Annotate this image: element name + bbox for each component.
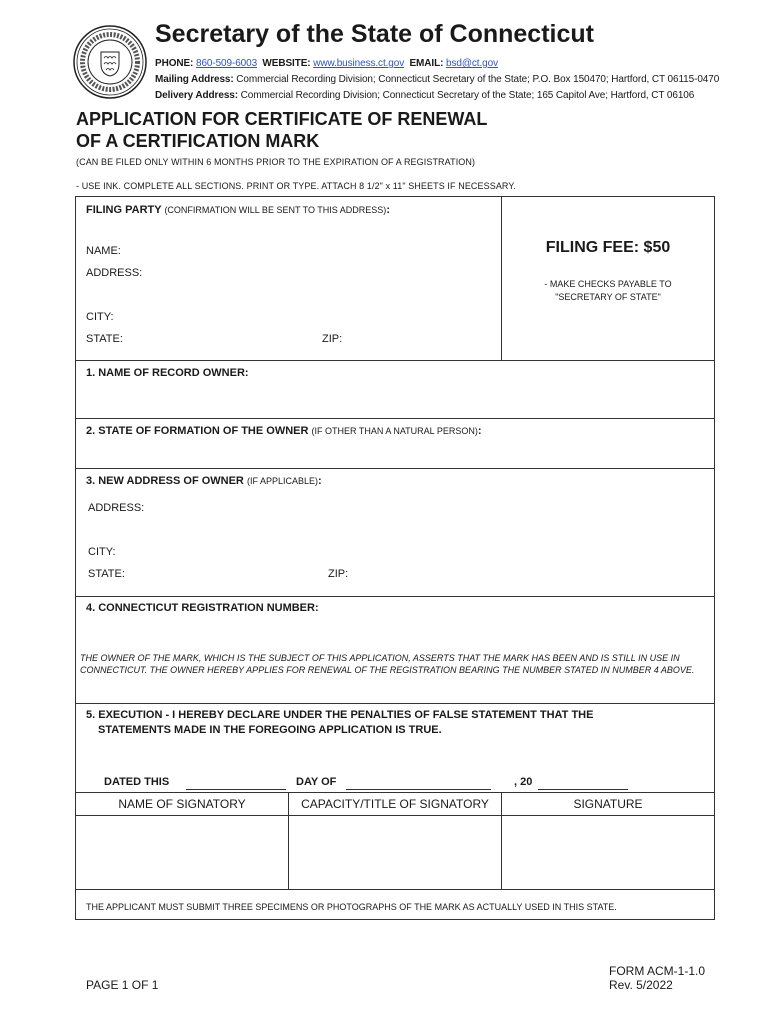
section1-record-owner[interactable] (75, 360, 715, 419)
instructions-note: - USE INK. COMPLETE ALL SECTIONS. PRINT OR TYPE. ATTACH 8 1/2" x 11" SHEETS IF NECESSARY. (76, 181, 516, 191)
section3-header: 3. NEW ADDRESS OF OWNER (IF APPLICABLE): (86, 475, 322, 487)
new-state-field[interactable]: STATE: (88, 568, 125, 580)
checks-payable-line1: - MAKE CHECKS PAYABLE TO (544, 279, 672, 289)
renewal-statement: THE OWNER OF THE MARK, WHICH IS THE SUBJECT OF THIS APPLICATION, ASSERTS THAT THE MARK HAS BEEN AND IS STILL IN USE IN CONNECTICUT. THE OWNER HEREBY APPLIES FOR RENEWAL OF THE REGISTRATION BEARING THE NUMBER STATED IN NUMBER 4 ABOVE. (80, 653, 695, 675)
section1-header: 1. NAME OF RECORD OWNER: (86, 367, 249, 379)
section3-new-address (75, 468, 715, 597)
section5-header-line1: 5. EXECUTION - I HEREBY DECLARE UNDER THE PENALTIES OF FALSE STATEMENT THAT THE (86, 709, 594, 721)
agency-title: Secretary of the State of Connecticut (155, 20, 594, 48)
phone-label: PHONE: (155, 58, 194, 69)
delivery-label: Delivery Address: (155, 90, 238, 101)
specimens-note: THE APPLICANT MUST SUBMIT THREE SPECIMENS OR PHOTOGRAPHS OF THE MARK AS ACTUALLY USED IN THIS STATE. (86, 902, 617, 912)
phone-link[interactable]: 860-509-6003 (195, 58, 258, 69)
filing-window-note: (CAN BE FILED ONLY WITHIN 6 MONTHS PRIOR TO THE EXPIRATION OF A REGISTRATION) (76, 157, 476, 167)
section2-state-formation[interactable] (75, 418, 715, 469)
section5-execution (75, 703, 715, 920)
mailing-address: Commercial Recording Division; Connecticut Secretary of the State; P.O. Box 150470; Hartford, CT 06115-0470 (236, 74, 720, 85)
table-bottom-border (76, 889, 714, 890)
website-label: WEBSITE: (262, 58, 311, 69)
checks-payable-line2: "SECRETARY OF STATE" (555, 292, 661, 302)
col-name-of-signatory: NAME OF SIGNATORY (118, 797, 246, 811)
year-prefix-label: , 20 (514, 776, 533, 788)
form-number: FORM ACM-1-1.0 (609, 964, 706, 978)
state-seal-logo (72, 24, 148, 100)
mailing-label: Mailing Address: (155, 74, 234, 85)
email-link[interactable]: bsd@ct.gov (446, 58, 498, 69)
page-number: PAGE 1 OF 1 (86, 978, 159, 992)
form-title-line2: OF A CERTIFICATION MARK (76, 131, 320, 151)
filing-party-header: FILING PARTY (CONFIRMATION WILL BE SENT TO THIS ADDRESS): (86, 204, 390, 216)
section5-header-line2: STATEMENTS MADE IN THE FOREGOING APPLICATION IS TRUE. (98, 724, 442, 736)
month-field[interactable] (346, 789, 491, 790)
filing-fee: FILING FEE: $50 (545, 239, 671, 256)
email-label: EMAIL: (409, 58, 444, 69)
signature-field[interactable] (502, 816, 714, 889)
col-signature: SIGNATURE (573, 797, 643, 811)
section4-registration-number[interactable] (75, 596, 715, 704)
website-link[interactable]: www.business.ct.gov (313, 58, 405, 69)
address-field[interactable]: ADDRESS: (86, 267, 143, 279)
form-title (76, 108, 487, 152)
table-top-border (76, 792, 714, 793)
signatory-capacity-field[interactable] (289, 816, 501, 889)
day-of-label: DAY OF (296, 776, 337, 788)
form-revision: Rev. 5/2022 (609, 978, 673, 992)
city-field[interactable]: CITY: (86, 311, 114, 323)
signatory-name-field[interactable] (76, 816, 288, 889)
dated-this-label: DATED THIS (104, 776, 170, 788)
new-city-field[interactable]: CITY: (88, 546, 116, 558)
state-field[interactable]: STATE: (86, 333, 123, 345)
col-capacity-title: CAPACITY/TITLE OF SIGNATORY (301, 797, 489, 811)
contact-line (155, 58, 498, 69)
new-address-field[interactable]: ADDRESS: (88, 502, 145, 514)
delivery-address-line (155, 90, 694, 101)
mailing-address-line (155, 74, 719, 85)
filing-party-box (75, 196, 715, 361)
name-field[interactable]: NAME: (86, 245, 121, 257)
delivery-address: Commercial Recording Division; Connecticut Secretary of the State; 165 Capitol Ave; Hartford, CT 06106 (240, 90, 695, 101)
day-field[interactable] (186, 789, 286, 790)
section4-header: 4. CONNECTICUT REGISTRATION NUMBER: (86, 602, 319, 614)
zip-field[interactable]: ZIP: (322, 333, 343, 345)
year-field[interactable] (538, 789, 628, 790)
form-title-line1: APPLICATION FOR CERTIFICATE OF RENEWAL (76, 109, 488, 129)
new-zip-field[interactable]: ZIP: (328, 568, 349, 580)
section2-header: 2. STATE OF FORMATION OF THE OWNER (IF OTHER THAN A NATURAL PERSON): (86, 425, 482, 437)
